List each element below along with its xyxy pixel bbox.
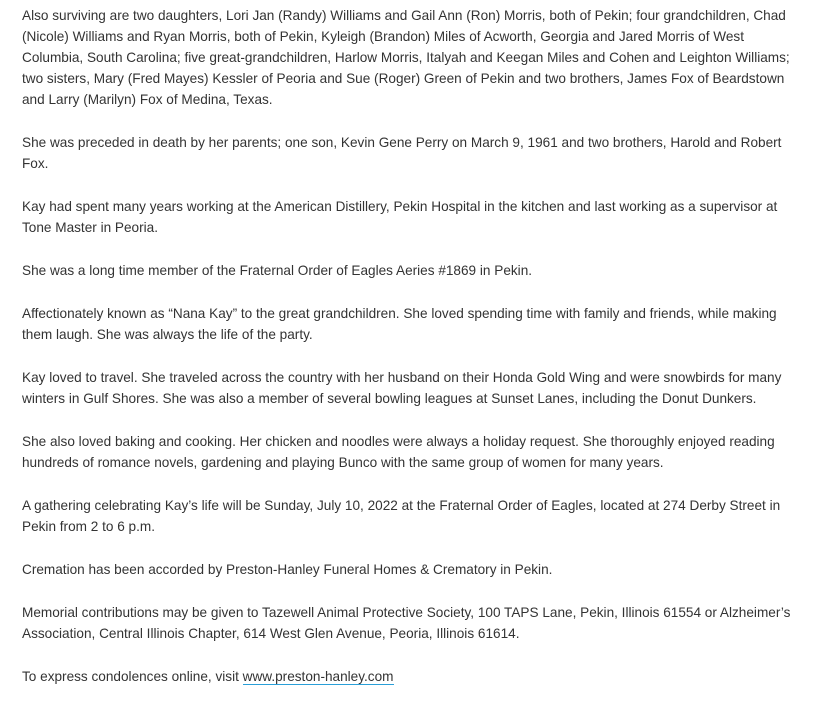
paragraph-preceded: She was preceded in death by her parents; one son, Kevin Gene Perry on March 9, 1961 and two brothers, Harold and Robert Fox. bbox=[22, 135, 782, 171]
paragraph-memorial: Memorial contributions may be given to Tazewell Animal Protective Society, 100 TAPS Lane, Pekin, Illinois 61554 or Alzheimer’s Association, Central Illinois Chapter, 614 West Glen Avenue, Peoria, Illinois 61614. bbox=[22, 605, 791, 641]
obituary-body bbox=[22, 5, 807, 709]
paragraph-hobbies: She also loved baking and cooking. Her chicken and noodles were always a holiday request. She thoroughly enjoyed reading hundreds of romance novels, gardening and playing Bunco with the same group of women for many years. bbox=[22, 434, 775, 470]
paragraph-membership: She was a long time member of the Fraternal Order of Eagles Aeries #1869 in Pekin. bbox=[22, 263, 533, 278]
paragraph-condolences bbox=[22, 666, 807, 687]
paragraph-nana-kay: Affectionately known as “Nana Kay” to the great grandchildren. She loved spending time with family and friends, while making them laugh. She was always the life of the party. bbox=[22, 306, 777, 342]
paragraph-gathering: A gathering celebrating Kay’s life will be Sunday, July 10, 2022 at the Fraternal Order of Eagles, located at 274 Derby Street in Pekin from 2 to 6 p.m. bbox=[22, 498, 781, 534]
paragraph-travel: Kay loved to travel. She traveled across the country with her husband on their Honda Gold Wing and were snowbirds for many winters in Gulf Shores. She was also a member of several bowling leagues at Sunset Lanes, including the Donut Dunkers. bbox=[22, 370, 782, 406]
paragraph-work: Kay had spent many years working at the American Distillery, Pekin Hospital in the kitchen and last working as a supervisor at Tone Master in Peoria. bbox=[22, 199, 778, 235]
paragraph-cremation: Cremation has been accorded by Preston-Hanley Funeral Homes & Crematory in Pekin. bbox=[22, 562, 553, 577]
paragraph-survivors: Also surviving are two daughters, Lori Jan (Randy) Williams and Gail Ann (Ron) Morris, both of Pekin; four grandchildren, Chad (Nicole) Williams and Ryan Morris, both of Pekin, Kyleigh (Brandon) Miles of Acworth, Georgia and Jared Morris of West Columbia, South Carolina; five great-grandchildren, Harlow Morris, Italyah and Keegan Miles and Cohen and Leighton Williams; two sisters, Mary (Fred Mayes) Kessler of Peoria and Sue (Roger) Green of Pekin and two brothers, James Fox of Beardstown and Larry (Marilyn) Fox of Medina, Texas. bbox=[22, 8, 790, 107]
funeral-home-link[interactable]: www.preston-hanley.com bbox=[242, 669, 394, 684]
condolences-text: To express condolences online, visit bbox=[22, 669, 243, 684]
